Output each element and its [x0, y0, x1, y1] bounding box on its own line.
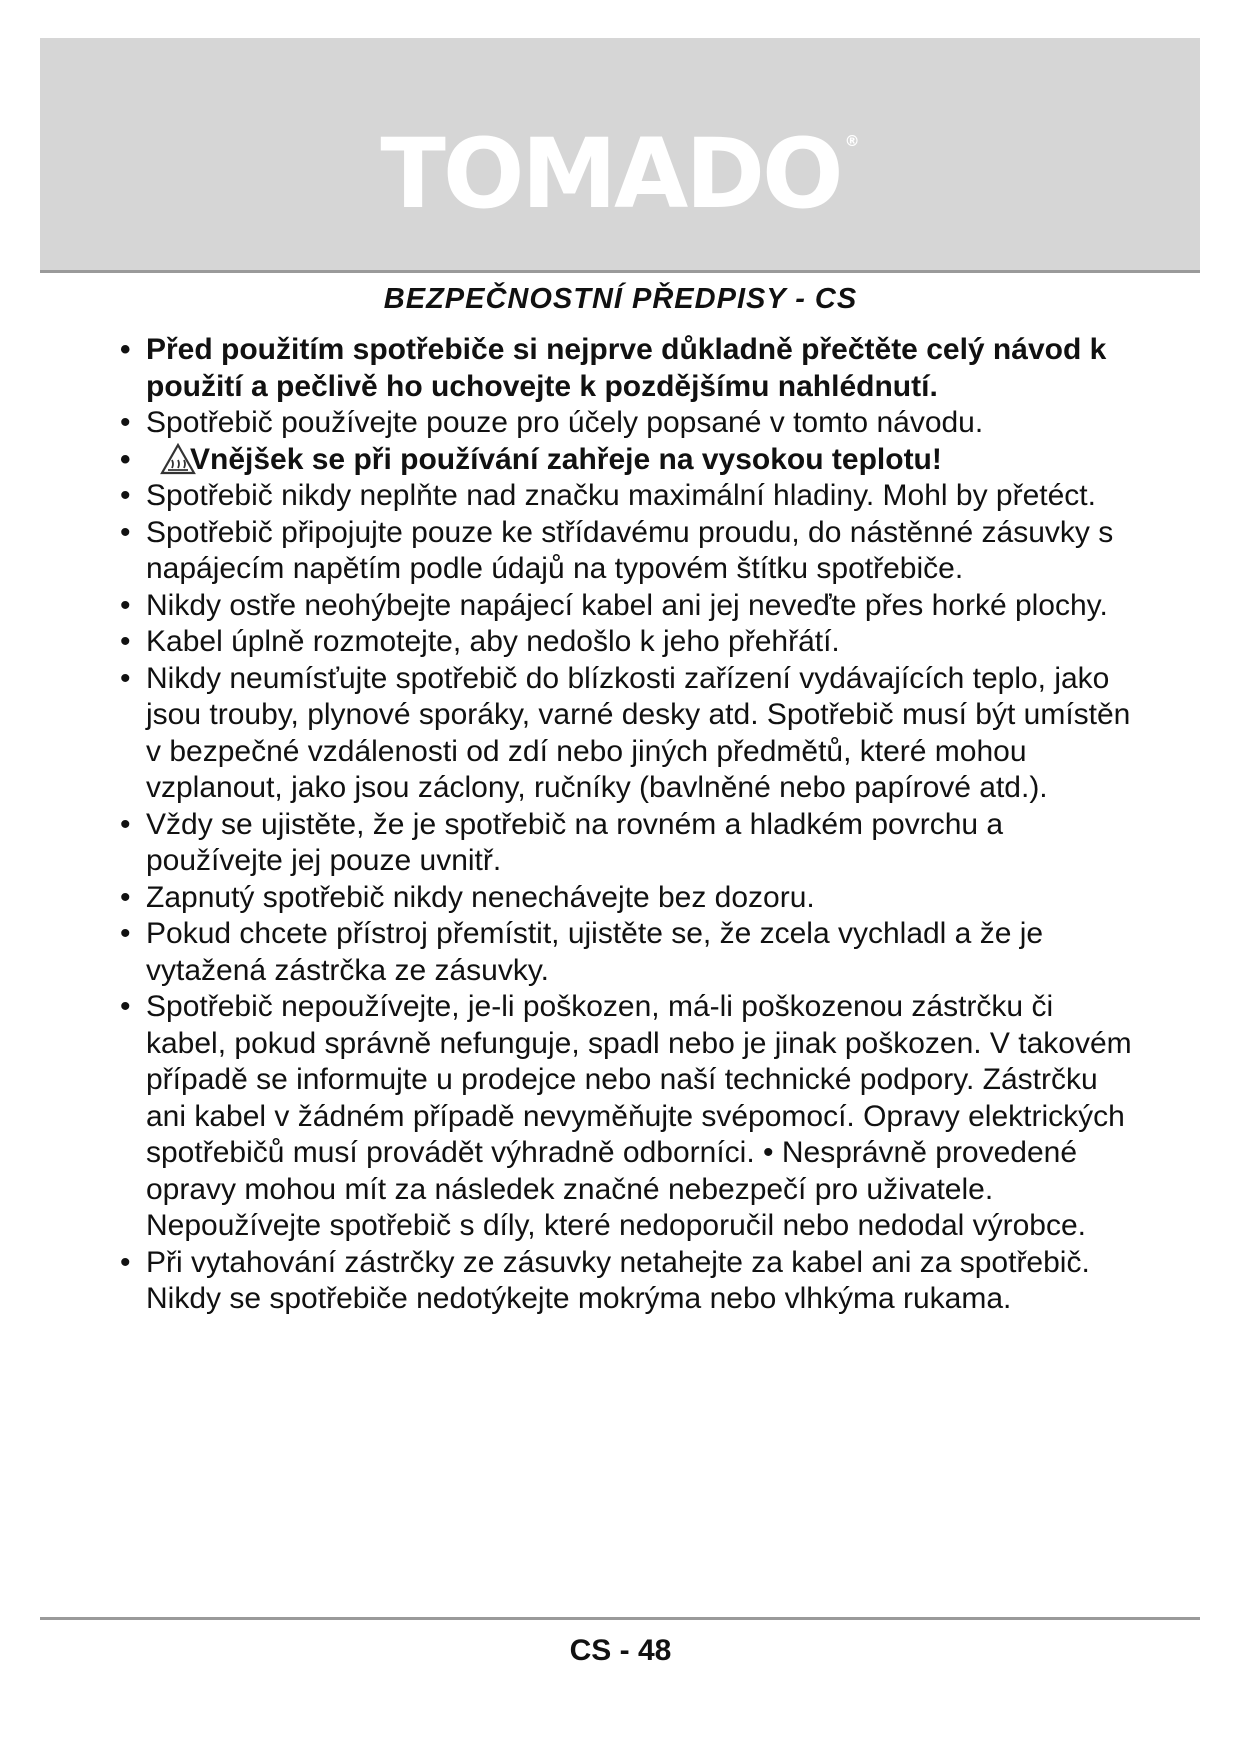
list-item [120, 1245, 1140, 1318]
list-item [120, 515, 1140, 588]
list-item [120, 807, 1140, 880]
list-item [120, 478, 1140, 515]
list-item-text: Nikdy ostře neohýbejte napájecí kabel ani jej neveďte přes horké plochy. [146, 588, 1108, 622]
list-item [120, 624, 1140, 661]
safety-instructions-list [120, 332, 1140, 1318]
header-banner [40, 38, 1200, 273]
list-item [120, 916, 1140, 989]
list-item-text: Vždy se ujistěte, že je spotřebič na rovném a hladkém povrchu a používejte jej pouze uvnitř. [146, 807, 1004, 877]
list-item-text: Spotřebič připojujte pouze ke střídavému proudu, do nástěnné zásuvky s napájecím napětím podle údajů na typovém štítku spotřebiče. [146, 515, 1114, 585]
list-item-text: Nikdy neumísťujte spotřebič do blízkosti zařízení vydávajících teplo, jako jsou trouby, plynové sporáky, varné desky atd. Spotřebič musí být umístěn v bezpečné vzdálenosti od zdí nebo jiných předmětů, které mohou vzplanout, jako jsou záclony, ručníky (bavlněné nebo papírové atd.). [146, 661, 1131, 804]
list-item [120, 880, 1140, 917]
list-item-text: Při vytahování zástrčky ze zásuvky netahejte za kabel ani za spotřebič. Nikdy se spotřebiče nedotýkejte mokrýma nebo vlhkýma rukama. [146, 1245, 1090, 1315]
list-item-text: Zapnutý spotřebič nikdy nenechávejte bez dozoru. [146, 880, 815, 914]
footer-divider [40, 1617, 1200, 1620]
list-item-text: Před použitím spotřebiče si nejprve důkladně přečtěte celý návod k použití a pečlivě ho uchovejte k pozdějšímu nahlédnutí. [146, 333, 1107, 403]
list-item-text: Spotřebič nikdy neplňte nad značku maximální hladiny. Mohl by přetéct. [146, 479, 1096, 512]
list-item-text: Kabel úplně rozmotejte, aby nedošlo k jeho přehřátí. [146, 625, 840, 658]
list-item-text: Spotřebič používejte pouze pro účely popsané v tomto návodu. [146, 406, 984, 439]
list-item [120, 989, 1140, 1245]
registered-mark: ® [844, 132, 860, 150]
list-item [120, 588, 1140, 625]
list-item [120, 661, 1140, 807]
list-item-text: Spotřebič nepoužívejte, je-li poškozen, má-li poškozenou zástrčku či kabel, pokud správně nefunguje, spadl nebo je jinak poškozen. V takovém případě se informujte u prodejce nebo naší technické podpory. Zástrčku ani kabel v žádném případě nevyměňujte svépomocí. Opravy elektrických spotřebičů musí provádět výhradně odborníci. • Nesprávně provedené opravy mohou mít za následek značné nebezpečí pro uživatele. Nepoužívejte spotřebič s díly, které nedoporučil nebo nedodal výrobce. [146, 990, 1132, 1242]
list-item-text: Vnějšek se při používání zahřeje na vysokou teplotu! [190, 442, 942, 476]
list-item [120, 442, 1140, 479]
page-title: BEZPEČNOSTNÍ PŘEDPISY - CS [383, 283, 858, 315]
brand-logo [40, 118, 1200, 230]
brand-name: TOMADO [380, 118, 841, 230]
list-item [120, 332, 1140, 405]
list-item [120, 405, 1140, 442]
page-number: CS - 48 [569, 1634, 672, 1667]
list-item-text: Pokud chcete přístroj přemístit, ujistěte se, že zcela vychladl a že je vytažená zástrčka ze zásuvky. [146, 917, 1044, 987]
